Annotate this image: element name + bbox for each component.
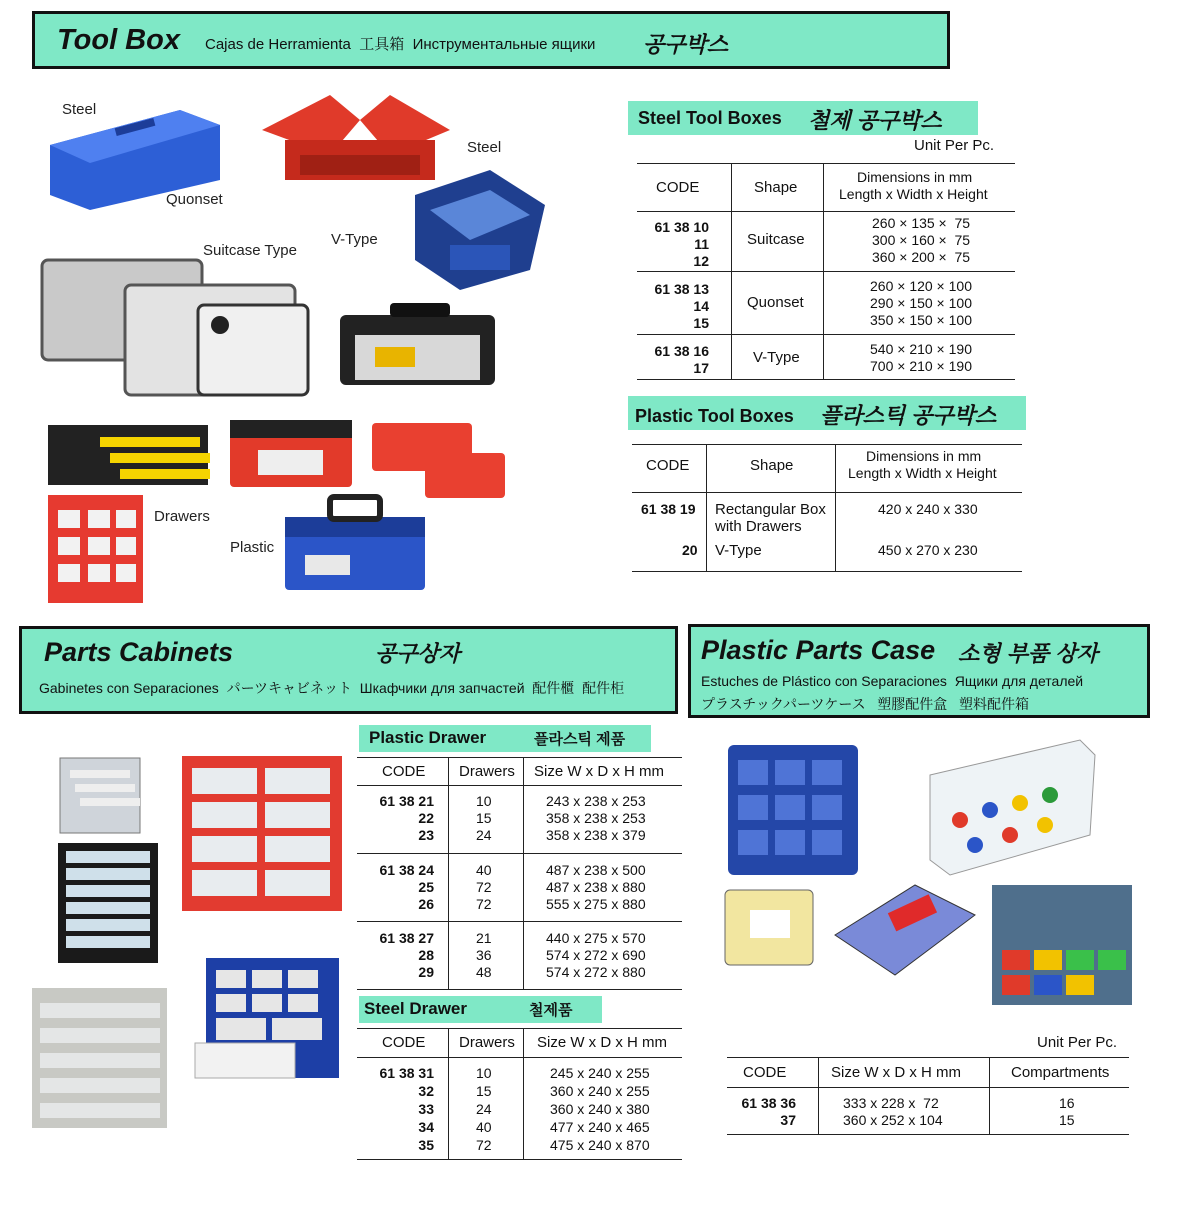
plastic-drawer-col-rule <box>448 757 449 989</box>
parts-case-header-code: CODE <box>743 1064 787 1081</box>
grey-multi-drawer-cabinet-image <box>32 988 167 1128</box>
plastic-drawer-codes: 61 38 24 25 26 <box>379 862 434 912</box>
plastic-drawer-header-drawers: Drawers <box>459 763 515 780</box>
steel-drawer-header-code: CODE <box>382 1034 426 1051</box>
plastic-drawer-heading <box>359 725 651 752</box>
steel-drawer-count: 10 15 24 40 72 <box>476 1065 492 1153</box>
parts-case-col-rule <box>818 1057 819 1134</box>
plastic-drawer-sizes: 243 x 238 x 253 358 x 238 x 253 358 x 238 x 379 <box>546 793 646 843</box>
label-steel-top: Steel <box>62 101 97 118</box>
plastic-header-dim1: Dimensions in mm <box>866 448 982 464</box>
parts-case-comps: 16 15 <box>1059 1095 1075 1128</box>
steel-drawer-col-rule <box>448 1028 449 1159</box>
plastic-drawer-top-rule <box>357 757 682 758</box>
toolbox-title: Tool Box <box>57 24 180 56</box>
plastic-drawer-col-rule <box>523 757 524 989</box>
plastic-drawer-header-code: CODE <box>382 763 426 780</box>
steel-drawer-bottom-rule <box>357 1159 682 1160</box>
plastic-table-top-rule <box>632 444 1022 445</box>
parts-cabinets-banner <box>19 626 678 714</box>
plastic-row-dims: 420 x 240 x 330 <box>878 501 978 517</box>
plastic-table-bottom-rule <box>632 571 1022 572</box>
blue-parts-case-image <box>728 745 858 875</box>
steel-table-col-rule <box>731 163 732 379</box>
steel-drawer-heading <box>359 996 602 1023</box>
plastic-header-dim2: Length x Width x Height <box>848 465 997 481</box>
plastic-drawer-bottom-rule <box>357 989 682 990</box>
parts-case-header-size: Size W x D x H mm <box>831 1064 961 1081</box>
parts-case-bottom-rule <box>727 1134 1129 1135</box>
parts-case-top-rule <box>727 1057 1129 1058</box>
steel-tool-boxes-heading <box>628 101 978 135</box>
plastic-parts-case-title: Plastic Parts Case <box>701 635 936 665</box>
plastic-drawer-header-rule <box>357 785 682 786</box>
steel-drawer-col-rule <box>523 1028 524 1159</box>
steel-unit-label: Unit Per Pc. <box>914 137 995 154</box>
plastic-drawer-count: 40 72 72 <box>476 862 492 912</box>
vtype-red-box-image <box>262 95 450 180</box>
parts-case-unit-label: Unit Per Pc. <box>1037 1034 1118 1051</box>
blue-plastic-box-image <box>285 497 425 590</box>
steel-row-shape: Suitcase <box>747 231 805 248</box>
red-drawers-cabinet-image <box>48 495 143 603</box>
label-vtype: V-Type <box>331 231 378 248</box>
yellow-parts-case-image <box>725 890 813 965</box>
plastic-drawer-header-size: Size W x D x H mm <box>534 763 664 780</box>
red-drawer-cabinet-image <box>182 756 342 911</box>
steel-drawer-codes: 61 38 31 32 33 34 35 <box>379 1065 434 1153</box>
plastic-drawer-group-rule <box>357 853 682 854</box>
plastic-row-shape: Rectangular Box with Drawers <box>715 501 826 535</box>
black-drawer-cabinet-image <box>58 843 158 963</box>
parts-cabinets-korean: 공구상자 <box>375 641 461 666</box>
plastic-drawer-korean: 플라스틱 제품 <box>534 731 626 748</box>
plastic-drawer-codes: 61 38 27 28 29 <box>379 930 434 980</box>
drawer-toolbox-image <box>48 425 210 485</box>
plastic-tool-boxes-korean: 플라스틱 공구박스 <box>820 403 997 428</box>
plastic-drawer-codes: 61 38 21 22 23 <box>379 793 434 843</box>
plastic-drawer-count: 21 36 48 <box>476 930 492 980</box>
plastic-row-code: 20 <box>682 542 698 558</box>
parts-cabinets-subtitle: Gabinetes con Separaciones パーツキャビネット Шкафчики для запчастей 配件櫃 配件柜 <box>39 680 625 696</box>
parts-case-sizes: 333 x 228 x 72 360 x 252 x 104 <box>843 1095 943 1128</box>
steel-drawer-header-size: Size W x D x H mm <box>537 1034 667 1051</box>
toolbox-banner <box>32 11 950 69</box>
parts-cabinet-photos <box>30 748 350 1133</box>
steel-drawer-cabinet-image <box>60 758 140 833</box>
steel-header-dim2: Length x Width x Height <box>839 186 988 202</box>
steel-tool-boxes-title: Steel Tool Boxes <box>638 108 782 128</box>
steel-drawer-top-rule <box>357 1028 682 1029</box>
toolbox-korean: 공구박스 <box>643 32 729 57</box>
toolbox-subtitle: Cajas de Herramienta 工具箱 Инструментальные ящики <box>205 36 596 53</box>
steel-row-codes: 61 38 16 17 <box>654 343 709 376</box>
plastic-tool-boxes-title: Plastic Tool Boxes <box>635 406 794 426</box>
plastic-drawer-group-rule <box>357 921 682 922</box>
label-plastic: Plastic <box>230 539 275 556</box>
label-quonset: Quonset <box>166 191 223 208</box>
plastic-row-dims: 450 x 270 x 230 <box>878 542 978 558</box>
steel-chest-image <box>340 303 495 385</box>
plastic-drawer-sizes: 440 x 275 x 570 574 x 272 x 690 574 x 272 x 880 <box>546 930 646 980</box>
parts-case-photos <box>720 735 1140 1025</box>
blue-organizer-case-image <box>835 885 975 975</box>
label-suitcase: Suitcase Type <box>203 242 297 259</box>
clear-parts-case-image <box>930 740 1095 875</box>
label-steel-right: Steel <box>467 139 502 156</box>
steel-drawer-sizes: 245 x 240 x 255 360 x 240 x 255 360 x 240 x 380 477 x 240 x 465 475 x 240 x 870 <box>550 1065 650 1153</box>
parts-case-header-rule <box>727 1087 1129 1088</box>
red-plastic-box-image <box>230 420 352 487</box>
steel-header-dim1: Dimensions in mm <box>857 169 973 185</box>
red-toolbox-pair-image <box>372 423 505 498</box>
plastic-row-code: 61 38 19 <box>641 501 696 517</box>
steel-drawer-header-rule <box>357 1057 682 1058</box>
steel-tool-boxes-korean: 철제 공구박스 <box>808 108 942 133</box>
plastic-header-code: CODE <box>646 457 690 474</box>
steel-drawer-korean: 철제품 <box>529 1002 573 1019</box>
plastic-parts-case-korean: 소형 부품 상자 <box>958 641 1098 666</box>
steel-row-shape: V-Type <box>753 349 800 366</box>
steel-compartment-case-image <box>992 885 1132 1005</box>
steel-table-header-rule <box>637 211 1015 212</box>
plastic-drawer-title: Plastic Drawer <box>369 728 487 747</box>
parts-case-codes: 61 38 36 37 <box>741 1095 796 1128</box>
plastic-row-shape: V-Type <box>715 542 762 559</box>
label-drawers: Drawers <box>154 508 210 525</box>
steel-row-dims: 540 × 210 × 190 700 × 210 × 190 <box>870 341 972 374</box>
suitcase-images <box>42 260 308 395</box>
plastic-drawer-sizes: 487 x 238 x 500 487 x 238 x 880 555 x 275 x 880 <box>546 862 646 912</box>
plastic-table-col-rule <box>835 444 836 571</box>
parts-case-header-comp: Compartments <box>1011 1064 1110 1081</box>
steel-header-shape: Shape <box>754 179 798 196</box>
parts-case-col-rule <box>989 1057 990 1134</box>
steel-table-row-rule <box>637 334 1015 335</box>
steel-table-top-rule <box>637 163 1015 164</box>
steel-drawer-title: Steel Drawer <box>364 999 467 1018</box>
steel-row-dims: 260 × 120 × 100 290 × 150 × 100 350 × 150 × 100 <box>870 278 972 328</box>
blue-drawer-cabinet-image <box>195 958 339 1078</box>
steel-header-code: CODE <box>656 179 700 196</box>
steel-row-shape: Quonset <box>747 294 804 311</box>
plastic-table-col-rule <box>706 444 707 571</box>
parts-cabinets-title: Parts Cabinets <box>44 637 234 667</box>
steel-row-codes: 61 38 13 14 15 <box>654 281 709 331</box>
plastic-table-header-rule <box>632 492 1022 493</box>
plastic-parts-case-line1: Estuches de Plástico con Separaciones Ящики для деталей <box>701 673 1084 689</box>
plastic-parts-case-banner <box>688 624 1150 718</box>
steel-row-dims: 260 × 135 × 75 300 × 160 × 75 360 × 200 × 75 <box>872 215 971 265</box>
steel-table-bottom-rule <box>637 379 1015 380</box>
plastic-header-shape: Shape <box>750 457 794 474</box>
steel-table-row-rule <box>637 271 1015 272</box>
steel-drawer-header-drawers: Drawers <box>459 1034 515 1051</box>
vtype-blue-box-image <box>415 170 545 290</box>
plastic-drawer-count: 10 15 24 <box>476 793 492 843</box>
plastic-parts-case-line2: プラスチックパーツケース 塑膠配件盒 塑料配件箱 <box>701 696 1029 712</box>
steel-row-codes: 61 38 10 11 12 <box>654 219 709 269</box>
plastic-tool-boxes-heading <box>628 396 1026 430</box>
toolbox-product-photos <box>30 85 610 610</box>
steel-table-col-rule <box>823 163 824 379</box>
